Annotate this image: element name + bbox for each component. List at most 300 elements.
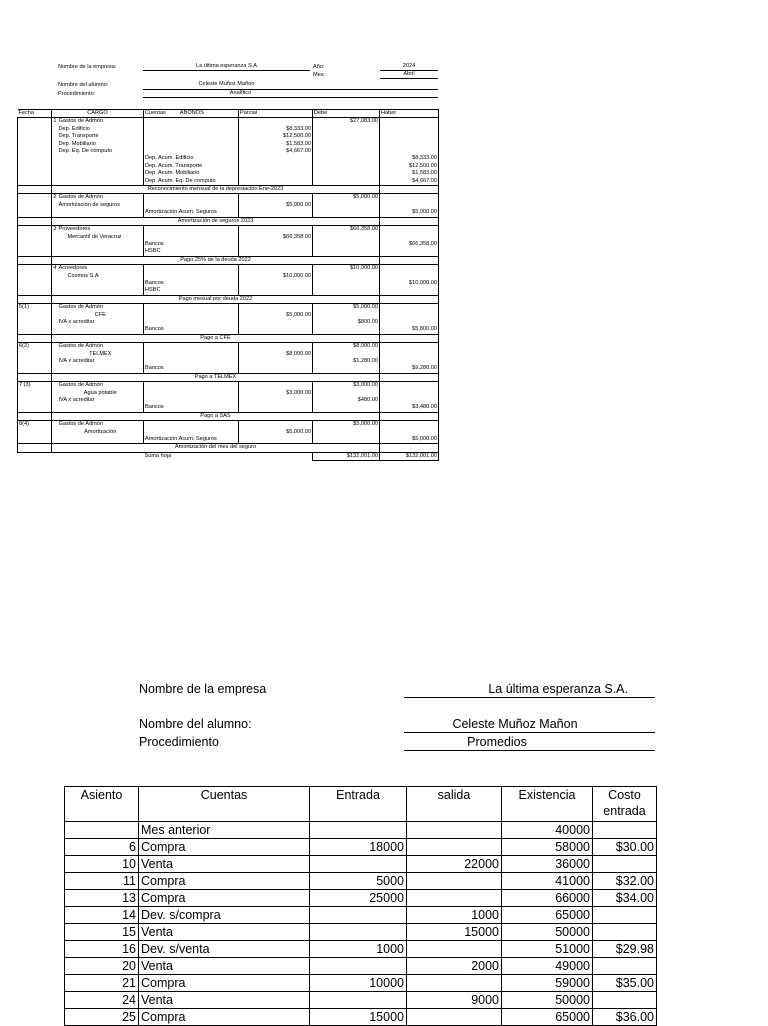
journal-fecha: 8(4) [18, 421, 52, 429]
journal-debe [313, 404, 380, 412]
journal-parcial [239, 155, 313, 162]
journal-row [18, 304, 439, 312]
prom-salida [407, 975, 502, 992]
journal-debe: $8,000.00 [313, 343, 380, 351]
prom-existencia: 49000 [502, 958, 593, 975]
journal-cargo: Gastos de Admón [58, 382, 144, 390]
journal-row [18, 163, 439, 170]
journal-parcial [239, 194, 313, 202]
journal-debe [313, 429, 380, 436]
journal-cuentas: Bancos [144, 241, 239, 248]
company-underline [143, 70, 310, 71]
prom-entrada [310, 992, 407, 1009]
journal-description-blank [380, 256, 439, 264]
journal-debe: $27,083.00 [313, 118, 380, 126]
journal-description: Pago a SAS [52, 412, 380, 420]
promedios-row [65, 856, 657, 873]
journal-description-row [18, 295, 439, 303]
journal-cargo [58, 287, 144, 295]
journal-debe [313, 248, 380, 256]
prom-costo [593, 924, 657, 941]
promedios-row [65, 992, 657, 1009]
sum-haber: $132,001.00 [380, 452, 439, 460]
journal-description: Amortización del mes del seguro [52, 444, 380, 452]
journal-cuentas: Amortización Acum. Seguros [144, 209, 239, 217]
journal-description: Pago a CFE [52, 334, 380, 342]
prom-company-label: Nombre de la empresa [139, 682, 267, 696]
journal-haber [380, 202, 439, 209]
prom-salida [407, 1009, 502, 1026]
prom-col-cuentas: Cuentas [139, 787, 310, 822]
journal-description-row [18, 256, 439, 264]
promedios-row [65, 822, 657, 839]
journal-description-blank [380, 373, 439, 381]
journal-entry-number: 1 [53, 118, 57, 125]
journal-row [18, 287, 439, 295]
promedios-row [65, 907, 657, 924]
journal-haber [380, 382, 439, 390]
journal-cuentas [144, 202, 239, 209]
journal-debe: $5,000.00 [313, 421, 380, 429]
journal-debe [313, 126, 380, 133]
journal-cargo [58, 280, 144, 287]
journal-row [18, 178, 439, 186]
journal-cargo [58, 404, 144, 412]
journal-parcial: $66,358.00 [239, 234, 313, 241]
journal-row [18, 265, 439, 273]
journal-fecha [18, 170, 52, 177]
journal-fecha [18, 141, 52, 148]
journal-row [18, 382, 439, 390]
journal-entry-number: 4 [53, 265, 57, 272]
prom-cuenta: Venta [139, 958, 310, 975]
journal-row [18, 390, 439, 397]
journal-cuentas [144, 429, 239, 436]
prom-asiento: 11 [65, 873, 139, 890]
journal-description-row [18, 186, 439, 194]
journal-haber [380, 319, 439, 326]
journal-description-blank [380, 217, 439, 225]
journal-debe [313, 326, 380, 334]
journal-fecha [18, 404, 52, 412]
prom-entrada [310, 907, 407, 924]
company-label: Nombre de la empresa: [58, 64, 117, 70]
col-parcial: Parcial [239, 110, 313, 118]
journal-haber [380, 248, 439, 256]
prom-asiento [65, 822, 139, 839]
procedure-underline [143, 97, 438, 98]
journal-haber: $8,333.00 [380, 155, 439, 162]
promedios-column-headers [65, 787, 657, 822]
journal-cuentas [144, 148, 239, 155]
prom-cuenta: Compra [139, 873, 310, 890]
student-value: Celeste Muñoz Mañon [198, 81, 255, 87]
prom-costo: $35.00 [593, 975, 657, 992]
journal-haber [380, 429, 439, 436]
prom-procedure-underline [404, 750, 655, 751]
prom-existencia: 51000 [502, 941, 593, 958]
journal-parcial: $8,000.00 [239, 351, 313, 358]
journal-parcial [239, 397, 313, 404]
journal-debe [313, 209, 380, 217]
journal-cargo: Gastos de Admón [58, 421, 144, 429]
promedios-row [65, 839, 657, 856]
journal-cuentas: Bancos [144, 326, 239, 334]
journal-cargo: Gastos de Admón [58, 304, 144, 312]
prom-salida [407, 890, 502, 907]
journal-description-blank [18, 256, 52, 264]
prom-salida [407, 873, 502, 890]
journal-debe [313, 141, 380, 148]
journal-fecha: 7 (3) [18, 382, 52, 390]
student-label: Nombre del alumno: [58, 82, 109, 88]
prom-costo: $36.00 [593, 1009, 657, 1026]
journal-haber: $5,000.00 [380, 209, 439, 217]
journal-fecha [18, 155, 52, 162]
prom-company-underline [404, 697, 655, 698]
journal-parcial [239, 343, 313, 351]
journal-parcial: $10,000.00 [239, 273, 313, 280]
journal-description-blank [18, 334, 52, 342]
journal-description-row [18, 334, 439, 342]
journal-cuentas: Dep. Acum. Mobiliario [144, 170, 239, 177]
journal-cuentas: HSBC [144, 248, 239, 256]
journal-parcial [239, 241, 313, 248]
promedios-body [65, 787, 657, 1026]
journal-description-row [18, 412, 439, 420]
journal-cuentas [144, 126, 239, 133]
prom-entrada: 18000 [310, 839, 407, 856]
journal-haber [380, 133, 439, 140]
prom-cuenta: Compra [139, 890, 310, 907]
journal-haber [380, 194, 439, 202]
journal-row [18, 226, 439, 234]
prom-salida: 1000 [407, 907, 502, 924]
journal-haber [380, 351, 439, 358]
prom-col-costo-entrada: Costo entrada [593, 787, 657, 822]
journal-cuentas [144, 226, 239, 234]
prom-entrada: 1000 [310, 941, 407, 958]
journal-haber: $4,667.00 [380, 178, 439, 186]
journal-cuentas: HSBC [144, 287, 239, 295]
journal-parcial [239, 319, 313, 326]
journal-haber [380, 141, 439, 148]
journal-cuentas: Dep. Acum. Eq. De computo [144, 178, 239, 186]
journal-description-blank [380, 412, 439, 420]
journal-cargo: Agua potable [58, 390, 144, 397]
journal-haber [380, 390, 439, 397]
journal-fecha [18, 287, 52, 295]
prom-existencia: 50000 [502, 992, 593, 1009]
journal-row [18, 421, 439, 429]
journal-cargo [58, 163, 144, 170]
journal-cargo [58, 178, 144, 186]
prom-col-asiento: Asiento [65, 787, 139, 822]
journal-fecha [18, 163, 52, 170]
prom-costo: $34.00 [593, 890, 657, 907]
journal-sum-row [18, 452, 439, 460]
journal-cuentas [144, 421, 239, 429]
journal-cargo: Amortización [58, 429, 144, 436]
prom-entrada [310, 856, 407, 873]
journal-row [18, 280, 439, 287]
journal-debe: $800.00 [313, 319, 380, 326]
journal-row [18, 148, 439, 155]
journal-cuentas [144, 351, 239, 358]
prom-existencia: 58000 [502, 839, 593, 856]
journal-cargo [58, 248, 144, 256]
journal-parcial [239, 404, 313, 412]
prom-asiento: 25 [65, 1009, 139, 1026]
journal-row [18, 234, 439, 241]
journal-parcial [239, 209, 313, 217]
journal-cargo: Mercantil de Veracruz [58, 234, 144, 241]
journal-row [18, 126, 439, 133]
journal-parcial [239, 170, 313, 177]
journal-parcial [239, 226, 313, 234]
journal-haber [380, 421, 439, 429]
journal-row [18, 170, 439, 177]
journal-fecha [18, 351, 52, 358]
journal-cargo: CFE [58, 312, 144, 319]
journal-haber [380, 234, 439, 241]
journal-debe [313, 234, 380, 241]
journal-cuentas [144, 194, 239, 202]
journal-fecha [18, 248, 52, 256]
journal-cargo: IVA x acreditar [58, 319, 144, 326]
prom-entrada: 5000 [310, 873, 407, 890]
promedios-row [65, 924, 657, 941]
journal-haber: $10,000.00 [380, 280, 439, 287]
journal-description-blank [380, 334, 439, 342]
journal-fecha: 6(2) [18, 343, 52, 351]
prom-costo: $32.00 [593, 873, 657, 890]
journal-debe [313, 351, 380, 358]
journal-cargo [58, 170, 144, 177]
journal-description: Pago mesual por deuda 2022 [52, 295, 380, 303]
journal-cuentas: Dep. Acum. Transporte [144, 163, 239, 170]
journal-debe: $10,000.00 [313, 265, 380, 273]
journal-fecha [18, 397, 52, 404]
journal-debe [313, 178, 380, 186]
journal-debe [313, 241, 380, 248]
prom-salida [407, 941, 502, 958]
year-label: Año: [313, 64, 325, 70]
journal-cargo: Proveedores [58, 226, 144, 234]
promedios-table [64, 786, 657, 1026]
journal-fecha [18, 148, 52, 155]
journal-debe: $3,000.00 [313, 382, 380, 390]
journal-parcial: $5,000.00 [239, 202, 313, 209]
prom-costo [593, 856, 657, 873]
col-haber: Haber [380, 110, 439, 118]
prom-col-salida: salida [407, 787, 502, 822]
journal-parcial: $5,000.00 [239, 429, 313, 436]
journal-cargo: Dep. Edificio [58, 126, 144, 133]
journal-row [18, 248, 439, 256]
journal-parcial: $4,667.00 [239, 148, 313, 155]
journal-parcial [239, 358, 313, 365]
journal-description-row [18, 373, 439, 381]
prom-existencia: 59000 [502, 975, 593, 992]
journal-cuentas [144, 273, 239, 280]
col-cuentas: Cuentas [145, 110, 166, 116]
journal-description: Reconocimiento mensual de la depresiación Ene-2023 [52, 186, 380, 194]
journal-debe: $5,000.00 [313, 194, 380, 202]
prom-costo [593, 958, 657, 975]
journal-cargo: Dep. Transporte [58, 133, 144, 140]
prom-entrada [310, 958, 407, 975]
prom-salida [407, 839, 502, 856]
prom-salida: 2000 [407, 958, 502, 975]
journal-debe [313, 287, 380, 295]
journal-fecha [18, 358, 52, 365]
prom-asiento: 21 [65, 975, 139, 992]
sum-debe: $132,001.00 [313, 452, 380, 460]
journal-parcial [239, 118, 313, 126]
journal-debe [313, 202, 380, 209]
prom-col-entrada: Entrada [310, 787, 407, 822]
journal-haber [380, 343, 439, 351]
journal-debe: $1,280.00 [313, 358, 380, 365]
journal-haber: $9,280.00 [380, 365, 439, 373]
prom-costo: $29.98 [593, 941, 657, 958]
journal-haber [380, 397, 439, 404]
journal-entry-number: 2 [53, 194, 57, 201]
journal-parcial [239, 365, 313, 373]
journal-parcial: $8,333.00 [239, 126, 313, 133]
journal-row [18, 273, 439, 280]
journal-row [18, 319, 439, 326]
month-label: Mes: [313, 72, 326, 78]
promedios-row [65, 873, 657, 890]
journal-body [18, 110, 439, 461]
journal-fecha [18, 273, 52, 280]
journal-cuentas: Bancos [144, 365, 239, 373]
prom-cuenta: Venta [139, 992, 310, 1009]
journal-cuentas [144, 304, 239, 312]
col-abonos: ABONOS [179, 110, 204, 116]
prom-costo [593, 822, 657, 839]
journal-fecha [18, 390, 52, 397]
col-cuentas-abonos [144, 110, 239, 118]
journal-row [18, 141, 439, 148]
journal-cuentas [144, 118, 239, 126]
journal-cuentas [144, 390, 239, 397]
prom-asiento: 20 [65, 958, 139, 975]
journal-cuentas [144, 382, 239, 390]
prom-cuenta: Dev. s/venta [139, 941, 310, 958]
journal-haber: $5,000.00 [380, 436, 439, 444]
journal-cuentas: Dep. Acum. Edificio [144, 155, 239, 162]
journal-fecha [18, 280, 52, 287]
sum-blank [239, 452, 313, 460]
journal-row [18, 118, 439, 126]
journal-cargo: TELMEX [58, 351, 144, 358]
journal-parcial [239, 436, 313, 444]
prom-existencia: 65000 [502, 1009, 593, 1026]
prom-existencia: 41000 [502, 873, 593, 890]
prom-existencia: 40000 [502, 822, 593, 839]
journal-haber: $66,358.00 [380, 241, 439, 248]
journal-cuentas [144, 265, 239, 273]
journal-description-blank [18, 186, 52, 194]
journal-cargo: Gastos de Admón [58, 343, 144, 351]
journal-cargo: Amortización de seguros [58, 202, 144, 209]
journal-debe [313, 133, 380, 140]
prom-salida: 22000 [407, 856, 502, 873]
journal-fecha [18, 241, 52, 248]
journal-cargo: Gastos de Admón [58, 194, 144, 202]
journal-fecha [18, 126, 52, 133]
journal-haber: $12,500.00 [380, 163, 439, 170]
prom-existencia: 36000 [502, 856, 593, 873]
journal-cargo [58, 155, 144, 162]
journal-cuentas [144, 397, 239, 404]
journal-row [18, 429, 439, 436]
journal-fecha [18, 194, 52, 202]
prom-entrada: 15000 [310, 1009, 407, 1026]
journal-haber [380, 265, 439, 273]
journal-cuentas [144, 141, 239, 148]
journal-row [18, 397, 439, 404]
prom-salida: 9000 [407, 992, 502, 1009]
journal-parcial: $1,583.00 [239, 141, 313, 148]
prom-cuenta: Mes anterior [139, 822, 310, 839]
procedure-label: Procedimiento: [58, 91, 96, 97]
journal-cargo: IVA x acreditar [58, 397, 144, 404]
journal-description-blank [18, 217, 52, 225]
journal-parcial [239, 265, 313, 273]
journal-row [18, 194, 439, 202]
journal-cuentas: Amortización Acum. Seguros [144, 436, 239, 444]
journal-debe [313, 163, 380, 170]
journal-debe [313, 280, 380, 287]
journal-haber: $1,583.00 [380, 170, 439, 177]
promedios-row [65, 1009, 657, 1026]
journal-row [18, 326, 439, 334]
journal-parcial: $12,500.00 [239, 133, 313, 140]
prom-asiento: 13 [65, 890, 139, 907]
journal-haber [380, 287, 439, 295]
journal-fecha [18, 319, 52, 326]
prom-student-underline [404, 732, 655, 733]
journal-haber [380, 148, 439, 155]
journal-fecha [18, 178, 52, 186]
journal-haber [380, 304, 439, 312]
journal-description: Pago 25% de la deuda 2022 [52, 256, 380, 264]
journal-cuentas [144, 319, 239, 326]
journal-debe [313, 312, 380, 319]
prom-student-label: Nombre del alumno: [139, 717, 252, 731]
journal-column-headers [18, 110, 439, 118]
journal-cargo [58, 209, 144, 217]
journal-debe: $480.00 [313, 397, 380, 404]
journal-haber [380, 226, 439, 234]
prom-asiento: 15 [65, 924, 139, 941]
journal-fecha [18, 209, 52, 217]
journal-haber [380, 358, 439, 365]
col-debe: Debe [313, 110, 380, 118]
prom-existencia: 65000 [502, 907, 593, 924]
journal-cargo [58, 436, 144, 444]
journal-parcial [239, 163, 313, 170]
col-cargo: CARGO [52, 110, 144, 118]
journal-description-blank [380, 186, 439, 194]
month-value: Abril [403, 71, 415, 77]
journal-haber [380, 118, 439, 126]
journal-row [18, 436, 439, 444]
